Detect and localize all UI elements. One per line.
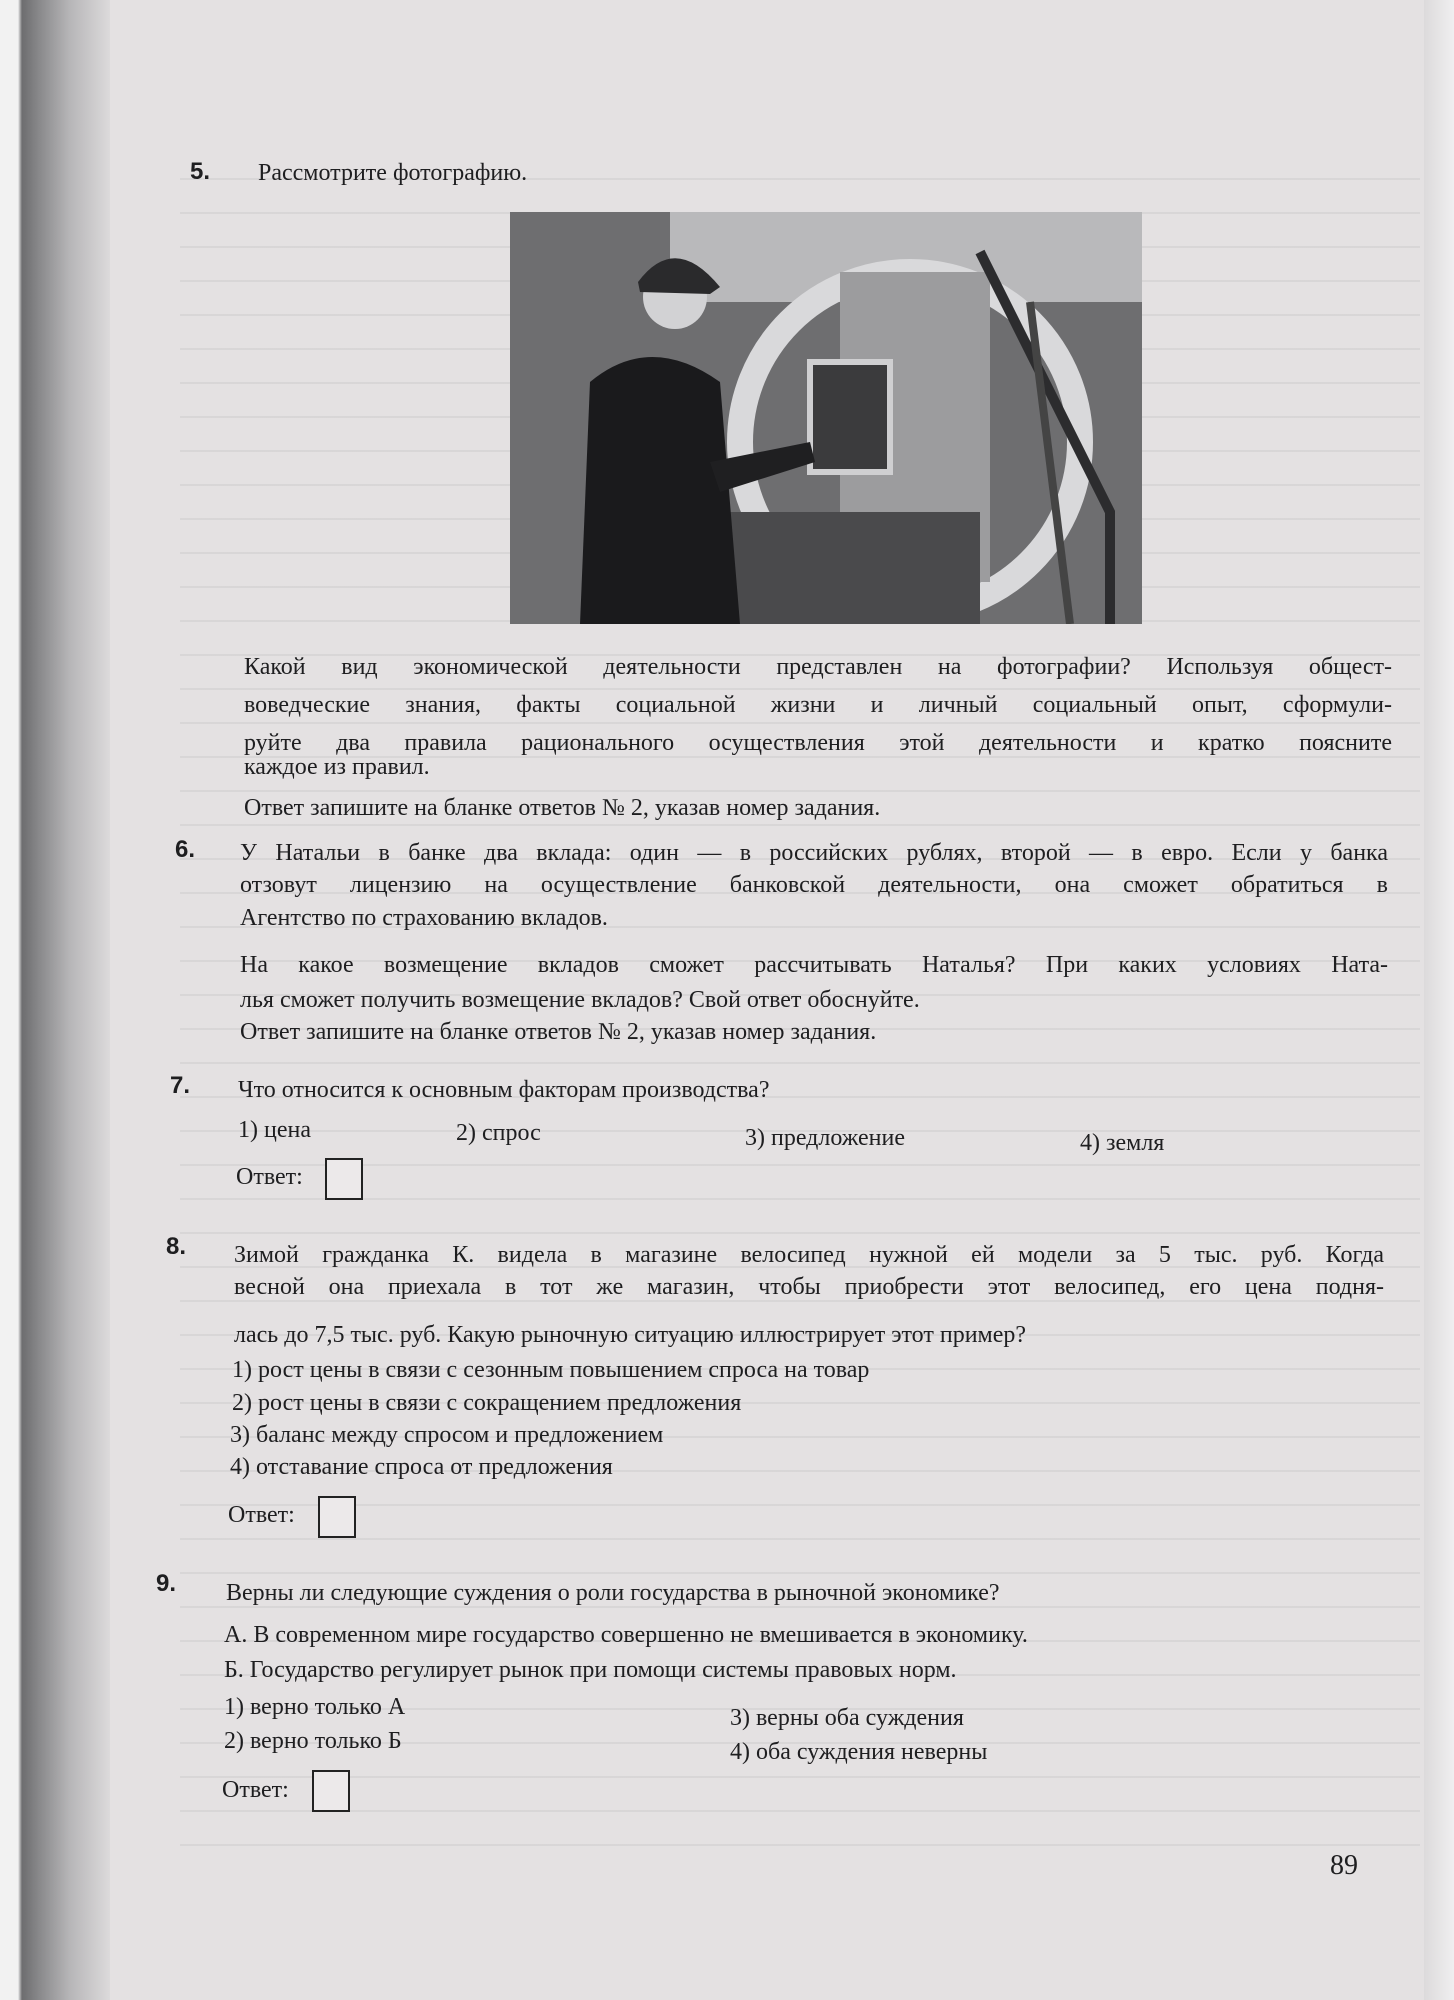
- q6-text-line: У Натальи в банке два вклада: один — в российских рублях, второй — в евро. Если у банка: [240, 840, 1388, 866]
- q6-text-line: Агентство по страхованию вкладов.: [240, 905, 608, 931]
- q9-option-4: 4) оба суждения неверны: [730, 1739, 988, 1765]
- q9-option-2: 2) верно только Б: [224, 1728, 402, 1754]
- q8-option-3: 3) баланс между спросом и предложением: [230, 1422, 664, 1448]
- q8-number: 8.: [166, 1233, 187, 1260]
- q8-answer-label: Ответ:: [228, 1502, 295, 1528]
- q6-text-line: На какое возмещение вкладов сможет рассчитывать Наталья? При каких условиях Ната-: [240, 952, 1388, 978]
- q5-text-line: Какой вид экономической деятельности представлен на фотографии? Используя общест-: [244, 654, 1392, 680]
- q9-statement-a: А. В современном мире государство совершенно не вмешивается в экономику.: [224, 1622, 1028, 1648]
- q5-number: 5.: [190, 158, 211, 185]
- page-edge: [1424, 0, 1454, 2000]
- q9-answer-label: Ответ:: [222, 1777, 289, 1803]
- q7-question: Что относится к основным факторам производства?: [238, 1077, 770, 1103]
- q6-instruction: Ответ запишите на бланке ответов № 2, указав номер задания.: [240, 1019, 877, 1045]
- q7-option-4: 4) земля: [1080, 1130, 1165, 1156]
- q8-option-1: 1) рост цены в связи с сезонным повышением спроса на товар: [232, 1357, 870, 1383]
- q9-option-3: 3) верны оба суждения: [730, 1705, 964, 1731]
- q5-text-line: воведческие знания, факты социальной жизни и личный социальный опыт, сформули-: [244, 692, 1392, 718]
- q5-instruction: Ответ запишите на бланке ответов № 2, указав номер задания.: [244, 795, 881, 821]
- q7-option-1: 1) цена: [238, 1117, 311, 1143]
- q7-answer-box[interactable]: [325, 1158, 363, 1200]
- q9-question: Верны ли следующие суждения о роли государства в рыночной экономике?: [226, 1580, 1000, 1606]
- q9-statement-b: Б. Государство регулирует рынок при помощи системы правовых норм.: [224, 1657, 957, 1683]
- worker-machine-photo: [510, 212, 1142, 624]
- q8-option-2: 2) рост цены в связи с сокращением предложения: [232, 1390, 742, 1416]
- q7-option-3: 3) предложение: [745, 1125, 906, 1151]
- q6-text-line: лья сможет получить возмещение вкладов? Свой ответ обоснуйте.: [240, 987, 920, 1013]
- q7-answer-label: Ответ:: [236, 1164, 303, 1190]
- q5-title: Рассмотрите фотографию.: [258, 160, 528, 186]
- q8-answer-box[interactable]: [318, 1496, 356, 1538]
- q8-text-line: весной она приехала в тот же магазин, чтобы приобрести этот велосипед, его цена подня-: [234, 1274, 1384, 1300]
- q9-answer-box[interactable]: [312, 1770, 350, 1812]
- q7-number: 7.: [170, 1072, 191, 1099]
- q8-text-line: лась до 7,5 тыс. руб. Какую рыночную ситуацию иллюстрирует этот пример?: [234, 1322, 1027, 1348]
- q8-text-line: Зимой гражданка К. видела в магазине велосипед нужной ей модели за 5 тыс. руб. Когда: [234, 1242, 1384, 1268]
- q7-option-2: 2) спрос: [456, 1120, 541, 1146]
- q6-text-line: отзовут лицензию на осуществление банковской деятельности, она сможет обратиться в: [240, 872, 1388, 898]
- page-number: 89: [1330, 1850, 1358, 1881]
- q8-option-4: 4) отставание спроса от предложения: [230, 1454, 613, 1480]
- q9-option-1: 1) верно только А: [224, 1694, 406, 1720]
- q5-text-line: руйте два правила рационального осуществления этой деятельности и кратко поясните: [244, 730, 1392, 756]
- q6-number: 6.: [175, 836, 196, 863]
- page-gutter-shadow: [0, 0, 110, 2000]
- q9-number: 9.: [156, 1570, 177, 1597]
- q5-text-line: каждое из правил.: [244, 754, 430, 780]
